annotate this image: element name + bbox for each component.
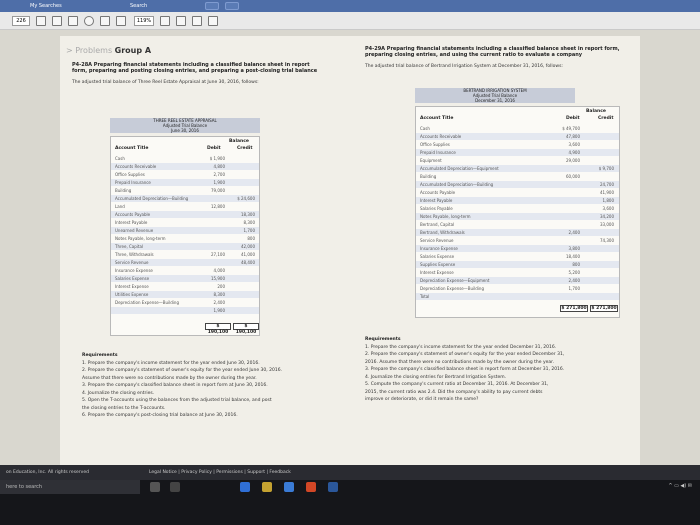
zoom-out-icon[interactable]	[100, 16, 110, 26]
account-cell: Utilities Expense	[115, 292, 149, 297]
table-row	[111, 307, 259, 314]
requirement-item: 5. Open the T-accounts using the balances from the adjusted trial balance, and post	[82, 398, 272, 403]
page-footer	[0, 465, 700, 480]
requirements-right	[365, 336, 635, 404]
zoom-level-field[interactable]: 119%	[134, 16, 154, 26]
requirement-item: 2. Prepare the company's statement of owner's equity for the year ended June 30, 2016.	[82, 368, 283, 373]
table-row	[416, 253, 619, 260]
requirement-item: 2015, the current ratio was 2.4. Did the company's ability to pay current debts	[365, 389, 543, 395]
table-row	[416, 229, 619, 236]
credit-cell: 42,000	[241, 244, 255, 249]
account-cell: Bertrand, Withdrawals	[420, 230, 465, 235]
table-row	[111, 275, 259, 282]
browser-top-bar	[0, 0, 700, 12]
problem-intro-left: The adjusted trial balance of Three Reel Estate Appraisal at June 30, 2016, follows:	[72, 80, 259, 85]
account-cell: Building	[115, 188, 132, 193]
account-cell: Equipment	[420, 158, 442, 163]
trial-balance-title-left: THREE REEL ESTATE APPRAISAL Adjusted Trial Balance June 30, 2016	[110, 118, 260, 133]
table-row	[111, 155, 259, 162]
account-cell: Accounts Receivable	[115, 164, 157, 169]
account-title-header-right: Account Title	[420, 116, 454, 121]
fit-page-icon[interactable]	[160, 16, 170, 26]
account-cell: Office Supplies	[420, 142, 450, 147]
account-cell: Accumulated Depreciation—Building	[115, 196, 189, 201]
group-label: Group A	[114, 46, 152, 55]
credit-cell: 33,000	[600, 222, 614, 227]
credit-header-right: Credit	[598, 116, 614, 121]
account-cell: Three, Withdrawals	[115, 252, 154, 257]
table-row	[111, 251, 259, 258]
table-row	[416, 213, 619, 220]
account-cell: Interest Payable	[115, 220, 148, 225]
requirement-item: 4. Journalize the closing entries.	[82, 390, 155, 396]
total-credit-right: $ 271,800	[591, 306, 617, 311]
home-icon[interactable]	[205, 2, 219, 10]
requirements-left	[82, 352, 342, 420]
powerpoint-icon[interactable]	[306, 482, 316, 492]
account-cell: Accounts Payable	[115, 212, 151, 217]
table-row	[111, 259, 259, 266]
textbook-page	[60, 36, 640, 480]
section-header: > Problems Group A	[66, 46, 152, 55]
debit-header-right: Debit	[566, 116, 580, 121]
account-cell: Accounts Receivable	[420, 134, 462, 139]
table-row	[416, 181, 619, 188]
account-cell: Accumulated Depreciation—Building	[420, 182, 494, 187]
table-row	[416, 221, 619, 228]
cortana-icon[interactable]	[150, 482, 160, 492]
table-row	[111, 179, 259, 186]
account-cell: Interest Payable	[420, 198, 453, 203]
windows-taskbar	[0, 480, 700, 525]
table-row	[111, 187, 259, 194]
table-row	[111, 299, 259, 306]
table-row	[416, 141, 619, 148]
account-cell: Three, Capital	[115, 244, 144, 249]
credit-cell: 34,200	[600, 214, 614, 219]
table-row	[416, 173, 619, 180]
credit-cell: 1,700	[243, 228, 255, 233]
section-label: Problems	[75, 46, 113, 55]
account-cell: Prepaid Insurance	[115, 180, 151, 185]
account-cell: Salaries Expense	[115, 276, 150, 281]
page-number-field[interactable]: 226	[12, 16, 30, 26]
debit-cell: $ 49,700	[562, 126, 580, 131]
table-row	[416, 285, 619, 292]
store-icon[interactable]	[284, 482, 294, 492]
debit-cell: 15,900	[211, 276, 225, 281]
credit-cell: 74,300	[600, 238, 614, 243]
balance-header-right: Balance	[586, 109, 606, 114]
debit-cell: 3,800	[568, 246, 580, 251]
credit-cell: 24,700	[600, 182, 614, 187]
debit-cell: 29,000	[566, 158, 580, 163]
table-row	[416, 293, 619, 300]
credit-header-left: Credit	[237, 146, 253, 151]
total-debit-right: $ 271,800	[561, 306, 587, 311]
table-row	[111, 227, 259, 234]
account-cell: Insurance Expense	[420, 246, 458, 251]
debit-cell: 1,900	[213, 308, 225, 313]
debit-cell: 60,000	[566, 174, 580, 179]
account-cell: Depreciation Expense—Equipment	[420, 278, 490, 283]
requirement-item: the closing entries to the T-accounts.	[82, 405, 166, 411]
footer-links[interactable]: Legal Notice | Privacy Policy | Permissions | Support | Feedback	[148, 470, 291, 475]
table-row	[111, 171, 259, 178]
table-row	[111, 219, 259, 226]
account-cell: Cash	[115, 156, 125, 161]
requirement-item: 2016. Assume that there were no contributions made by the owner during the year.	[365, 359, 555, 365]
debit-cell: 1,900	[213, 180, 225, 185]
debit-cell: 2,400	[568, 278, 580, 283]
problem-heading-right: P4-29A Preparing financial statements including a classified balance sheet in report form, preparing closing entries, and using the current ratio to evaluate a company	[365, 46, 620, 58]
requirement-item: 5. Compute the company's current ratio at December 31, 2016. At December 31,	[365, 382, 549, 387]
table-row	[111, 163, 259, 170]
account-cell: Cash	[420, 126, 430, 131]
debit-cell: 4,800	[213, 164, 225, 169]
table-row	[416, 125, 619, 132]
requirement-item: improve or deteriorate, or did it remain the same?	[365, 397, 479, 402]
account-cell: Salaries Payable	[420, 206, 453, 211]
trial-balance-table-right	[415, 106, 620, 318]
select-tool-icon[interactable]	[68, 16, 78, 26]
debit-cell: 200	[217, 284, 225, 289]
account-cell: Land	[115, 204, 125, 209]
hand-tool-icon[interactable]	[84, 16, 94, 26]
credit-cell: 18,300	[241, 212, 255, 217]
account-cell: Supplies Expense	[420, 262, 456, 267]
table-row	[416, 149, 619, 156]
requirements-title-left: Requirements	[82, 353, 118, 358]
debit-cell: 1,700	[568, 286, 580, 291]
account-cell: Building	[420, 174, 437, 179]
table-row	[416, 261, 619, 268]
word-icon[interactable]	[328, 482, 338, 492]
trial-balance-table-left	[110, 136, 260, 336]
debit-cell: 800	[572, 262, 580, 267]
table-row	[111, 203, 259, 210]
requirement-item: 6. Prepare the company's post-closing trial balance at June 30, 2016.	[82, 413, 238, 418]
table-row	[111, 243, 259, 250]
account-cell: Unearned Revenue	[115, 228, 154, 233]
browser-title[interactable]: My Searches	[30, 3, 62, 9]
balance-header-left: Balance	[229, 139, 249, 144]
account-cell: Depreciation Expense—Building	[115, 300, 179, 305]
account-cell: Insurance Expense	[115, 268, 153, 273]
rotate-icon[interactable]	[192, 16, 202, 26]
table-row	[416, 245, 619, 252]
credit-cell: 3,600	[602, 206, 614, 211]
debit-cell: 18,400	[566, 254, 580, 259]
requirement-item: Assume that there were no contributions made by the owner during the year.	[82, 375, 257, 381]
next-page-icon[interactable]	[52, 16, 62, 26]
debit-cell: 8,300	[213, 292, 225, 297]
account-cell: Notes Payable, long-term	[115, 236, 166, 241]
requirement-item: 3. Prepare the company's classified balance sheet in report form at December 31, 2016.	[365, 367, 565, 372]
debit-cell: 3,600	[568, 142, 580, 147]
credit-cell: $ 9,700	[598, 166, 614, 171]
credit-cell: $ 24,600	[237, 196, 255, 201]
table-row	[111, 283, 259, 290]
debit-cell: 4,900	[568, 150, 580, 155]
debit-cell: 79,000	[211, 188, 225, 193]
debit-cell: 12,800	[211, 204, 225, 209]
file-explorer-icon[interactable]	[262, 482, 272, 492]
taskbar-search-input[interactable]: here to search	[0, 480, 140, 494]
account-cell: Accounts Payable	[420, 190, 456, 195]
account-cell: Office Supplies	[115, 172, 145, 177]
credit-cell: 41,000	[241, 252, 255, 257]
requirement-item: 3. Prepare the company's classified balance sheet in report form at June 30, 2016.	[82, 383, 268, 388]
edge-icon[interactable]	[240, 482, 250, 492]
debit-cell: 47,800	[566, 134, 580, 139]
document-viewer[interactable]	[0, 30, 700, 480]
debit-cell: 27,100	[211, 252, 225, 257]
requirement-item: 1. Prepare the company's income statement for the year ended December 31, 2016.	[365, 344, 557, 350]
pdf-toolbar	[0, 12, 700, 30]
zoom-in-icon[interactable]	[116, 16, 126, 26]
debit-header-left: Debit	[207, 146, 221, 151]
table-row	[416, 133, 619, 140]
requirement-item: 2. Prepare the company's statement of owner's equity for the year ended December 31,	[365, 352, 565, 357]
credit-cell: 48,400	[241, 260, 255, 265]
debit-cell: 4,000	[213, 268, 225, 273]
account-title-header-left: Account Title	[115, 146, 149, 151]
credit-cell: 800	[247, 236, 255, 241]
requirements-list-left	[82, 360, 342, 420]
account-cell: Salaries Expense	[420, 254, 455, 259]
table-row	[111, 211, 259, 218]
problem-heading-left: P4-28A Preparing financial statements including a classified balance sheet in report form, preparing and posting closing entries, and preparing a post-closing trial balance	[72, 62, 318, 74]
debit-cell: 5,200	[568, 270, 580, 275]
task-view-icon[interactable]	[170, 482, 180, 492]
browser-search-label[interactable]: Search	[130, 3, 148, 9]
debit-cell: 2,400	[213, 300, 225, 305]
account-cell: Total	[420, 294, 430, 299]
table-row	[111, 235, 259, 242]
fit-width-icon[interactable]	[176, 16, 186, 26]
previous-page-icon[interactable]	[36, 16, 46, 26]
table-row	[416, 189, 619, 196]
account-cell: Notes Payable, long-term	[420, 214, 471, 219]
table-row	[416, 157, 619, 164]
account-cell: Interest Expense	[420, 270, 454, 275]
account-cell: Service Revenue	[420, 238, 454, 243]
copyright-text: on Education, Inc. All rights reserved	[6, 470, 89, 475]
table-row	[111, 267, 259, 274]
credit-cell: 41,900	[600, 190, 614, 195]
table-row	[111, 195, 259, 202]
table-row	[416, 237, 619, 244]
account-cell: Prepaid Insurance	[420, 150, 456, 155]
debit-cell: 2,700	[213, 172, 225, 177]
table-row	[416, 277, 619, 284]
debit-cell: 2,400	[568, 230, 580, 235]
account-cell: Interest Expense	[115, 284, 149, 289]
print-icon[interactable]	[208, 16, 218, 26]
total-debit-left: $ 190,100	[205, 323, 231, 330]
credit-cell: 8,300	[243, 220, 255, 225]
account-cell: Depreciation Expense—Building	[420, 286, 484, 291]
debit-cell: $ 1,900	[209, 156, 225, 161]
account-cell: Accumulated Depreciation—Equipment	[420, 166, 499, 171]
system-tray[interactable]: ^ ▭ ◀) ✉	[668, 483, 692, 489]
problem-intro-right: The adjusted trial balance of Bertrand Irrigation System at December 31, 2016, follows:	[365, 64, 563, 69]
table-row	[416, 269, 619, 276]
total-credit-left: $ 190,100	[233, 323, 259, 330]
credit-cell: 1,800	[602, 198, 614, 203]
gear-icon[interactable]	[225, 2, 239, 10]
account-cell: Service Revenue	[115, 260, 149, 265]
requirements-list-right	[365, 344, 635, 404]
requirement-item: 1. Prepare the company's income statement for the year ended June 30, 2016.	[82, 360, 260, 366]
requirements-title-right: Requirements	[365, 337, 401, 342]
account-cell: Bertrand, Capital	[420, 222, 455, 227]
requirement-item: 4. Journalize the closing entries for Bertrand Irrigation System.	[365, 374, 507, 380]
table-row	[416, 165, 619, 172]
trial-balance-title-right: BERTRAND IRRIGATION SYSTEM Adjusted Trial Balance December 31, 2016	[415, 88, 575, 103]
table-row	[111, 291, 259, 298]
table-row	[416, 205, 619, 212]
table-row	[416, 197, 619, 204]
